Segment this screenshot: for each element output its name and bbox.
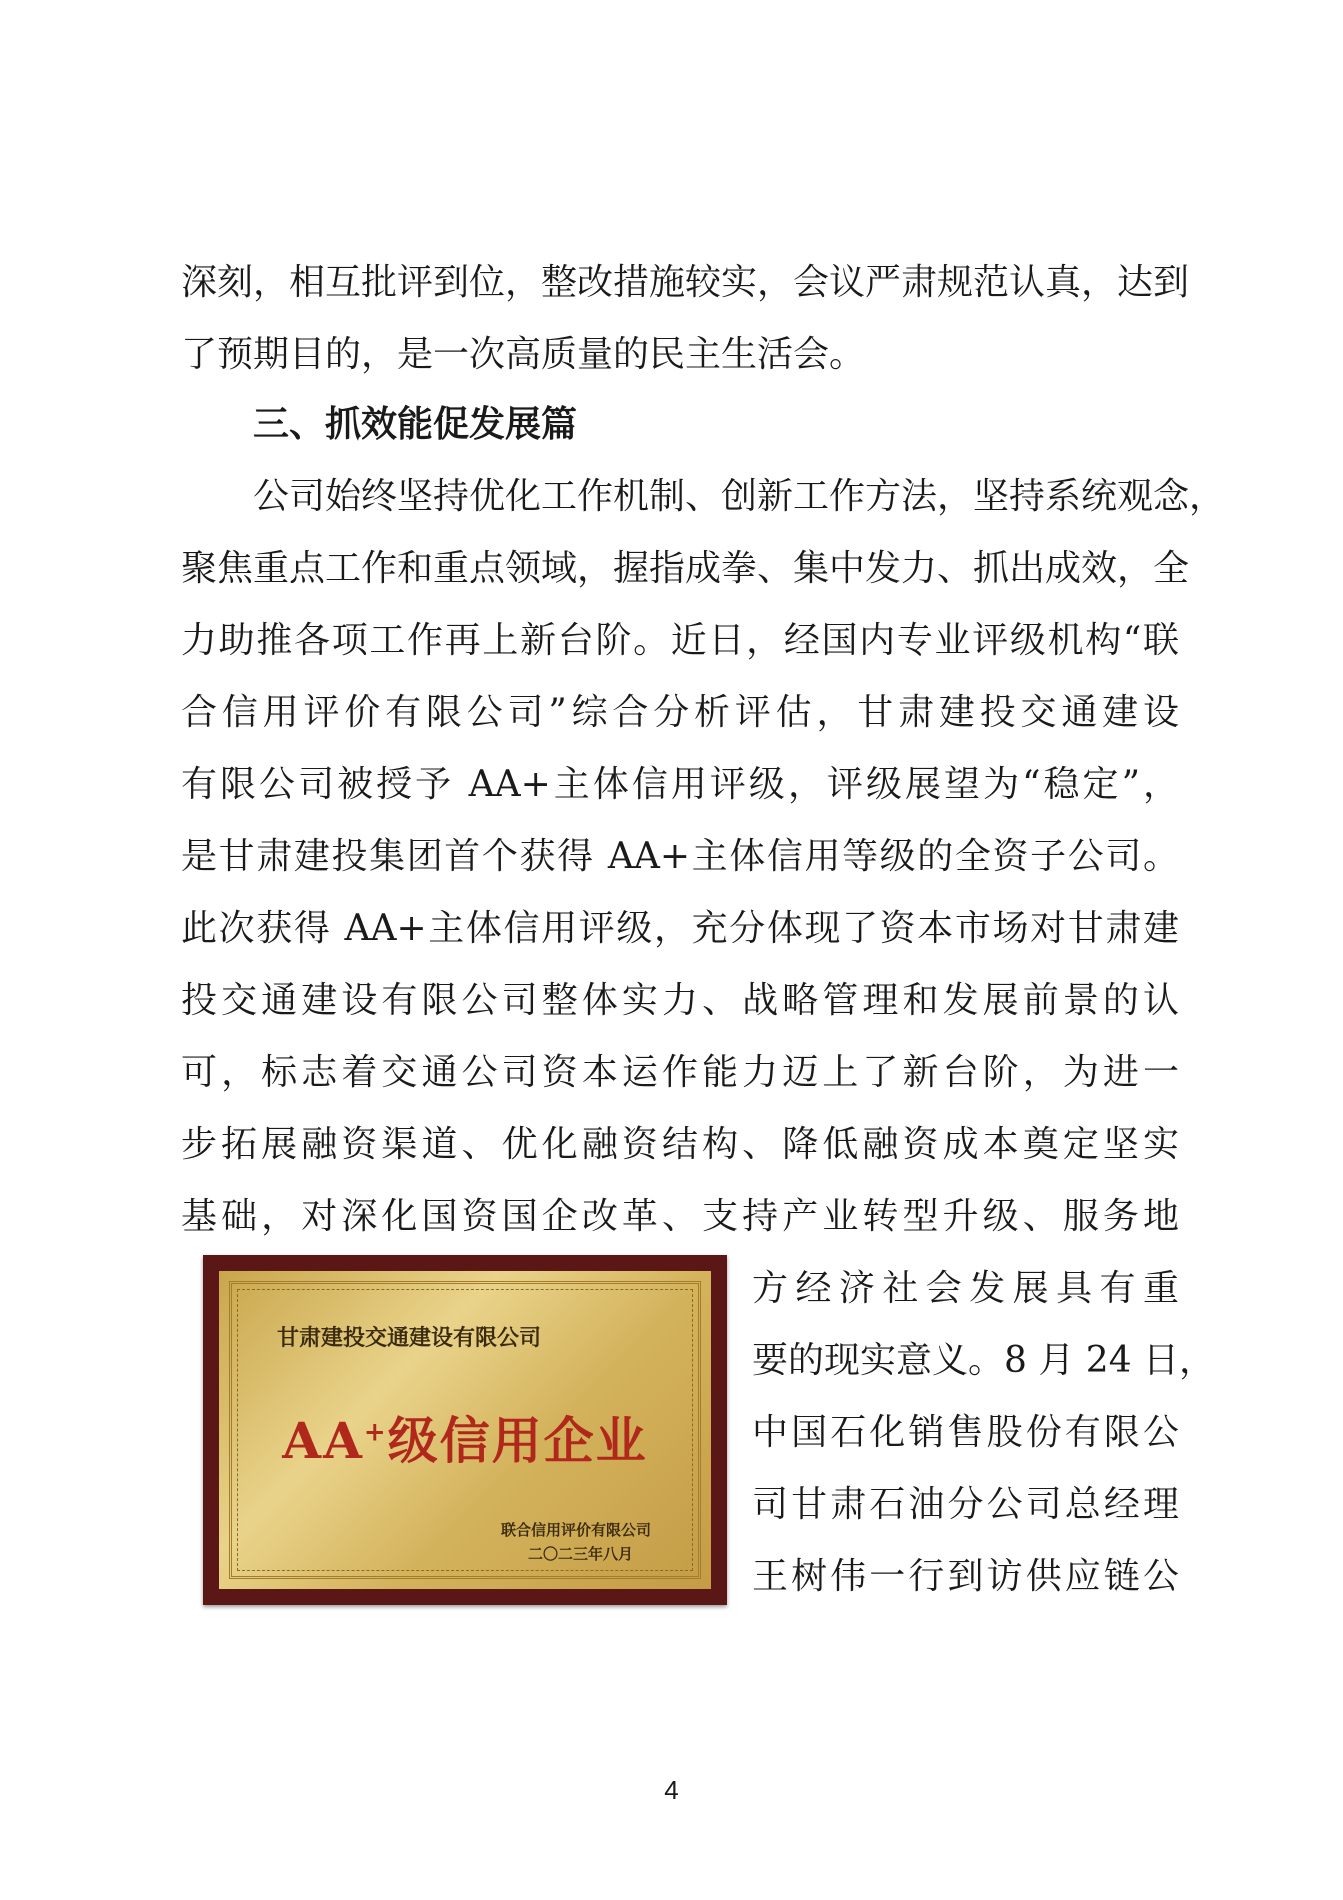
plaque-issuer: 联合信用评价有限公司 — [500, 1521, 651, 1539]
body-text-line: 公司始终坚持优化工作机制、创新工作方法，坚持系统观念， — [253, 476, 1226, 517]
body-text-line: 是甘肃建投集团首个获得 AA+主体信用等级的全资子公司。 — [181, 836, 1179, 877]
plaque-title — [219, 1401, 711, 1473]
body-text-line: 基础，对深化国资国企改革、支持产业转型升级、服务地 — [181, 1196, 1179, 1237]
body-text-line: 方经济社会发展具有重 — [752, 1268, 1179, 1309]
plaque-date: 二〇二三年八月 — [527, 1545, 633, 1563]
body-text-line: 王树伟一行到访供应链公 — [752, 1556, 1179, 1597]
body-text-line: 合信用评价有限公司”综合分析评估，甘肃建投交通建设 — [181, 692, 1179, 733]
section-heading: 三、抓效能促发展篇 — [253, 404, 578, 445]
plaque-title-plus: + — [363, 1417, 388, 1448]
body-text-line: 司甘肃石油分公司总经理 — [752, 1484, 1179, 1525]
body-text-line: 中国石化销售股份有限公 — [752, 1412, 1179, 1453]
body-text-line: 投交通建设有限公司整体实力、战略管理和发展前景的认 — [181, 980, 1179, 1021]
body-text-line: 要的现实意义。8 月 24 日， — [752, 1340, 1216, 1381]
plaque-title-rest: 级信用企业 — [387, 1411, 648, 1470]
plaque-title-aa: AA — [282, 1411, 364, 1470]
page-number: 4 — [664, 1775, 679, 1805]
body-text-line: 可，标志着交通公司资本运作能力迈上了新台阶，为进一 — [181, 1052, 1179, 1093]
body-text-line: 了预期目的，是一次高质量的民主生活会。 — [181, 334, 866, 375]
body-text-line: 力助推各项工作再上新台阶。近日，经国内专业评级机构“联 — [181, 620, 1179, 661]
body-text-line: 有限公司被授予 AA+主体信用评级，评级展望为“稳定”， — [181, 764, 1179, 805]
body-text-line: 步拓展融资渠道、优化融资结构、降低融资成本奠定坚实 — [181, 1124, 1179, 1165]
plaque-gold-panel — [219, 1271, 711, 1589]
credit-rating-plaque-image — [203, 1255, 727, 1605]
plaque-company-name: 甘肃建投交通建设有限公司 — [277, 1325, 542, 1351]
body-text-line: 聚焦重点工作和重点领域，握指成拳、集中发力、抓出成效，全 — [181, 548, 1190, 589]
body-text-line: 此次获得 AA+主体信用评级，充分体现了资本市场对甘肃建 — [181, 908, 1179, 949]
body-text-line: 深刻，相互批评到位，整改措施较实，会议严肃规范认真，达到 — [181, 262, 1190, 303]
